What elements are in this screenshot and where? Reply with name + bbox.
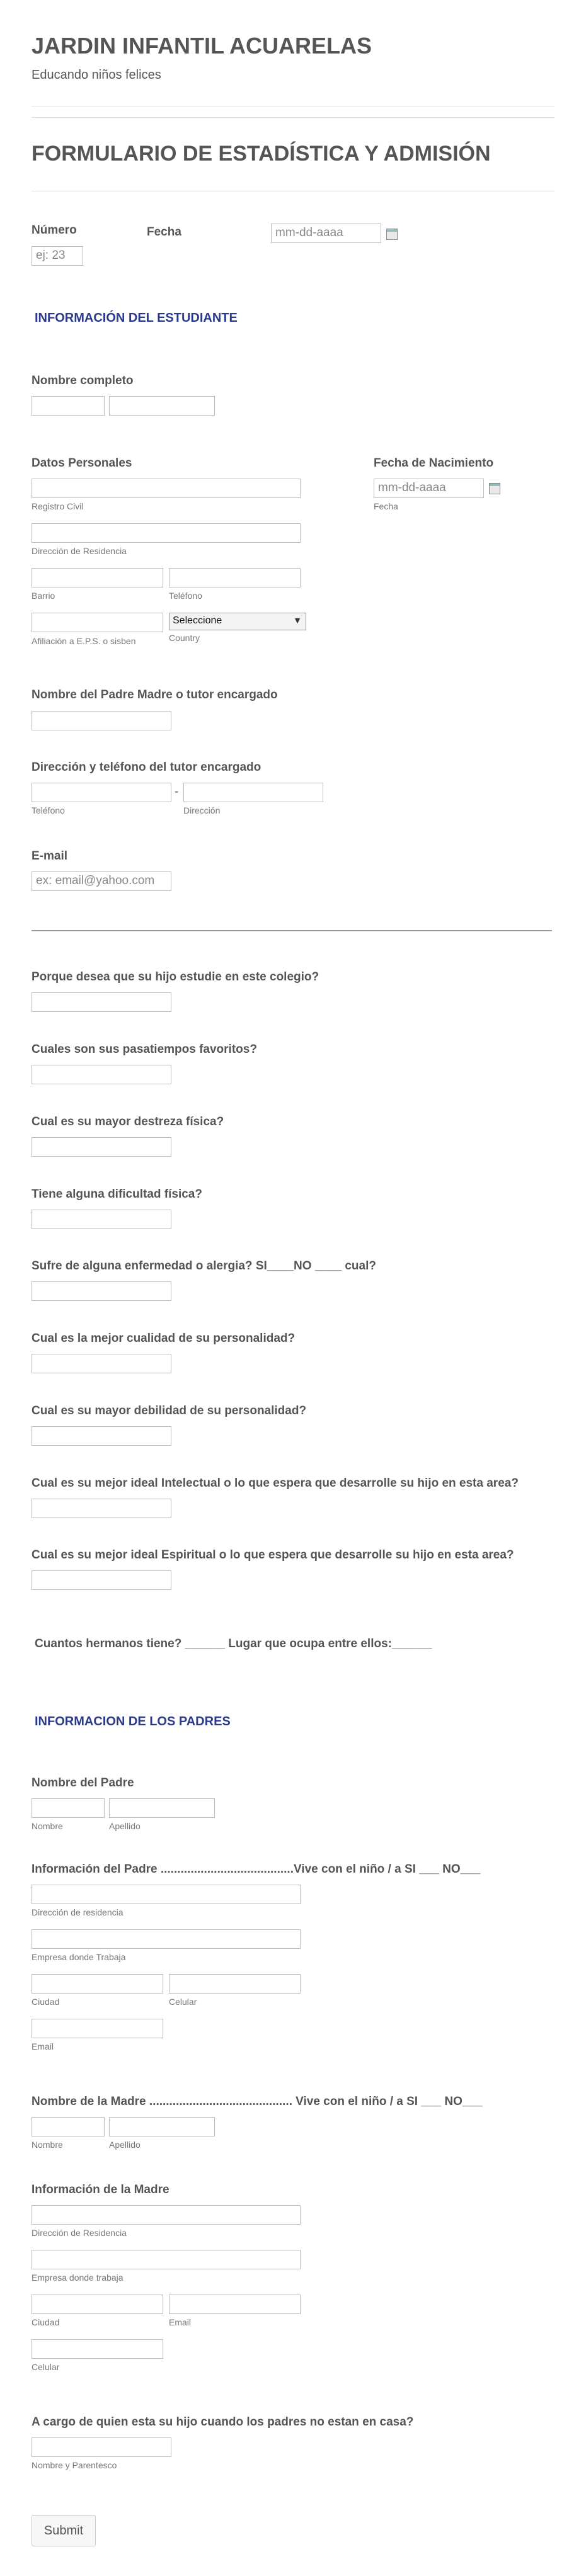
- padre-empresa-input[interactable]: [32, 1929, 301, 1949]
- question-input[interactable]: [32, 992, 171, 1012]
- registro-civil-input[interactable]: [32, 479, 301, 498]
- cuidado-label: A cargo de quien esta su hijo cuando los padres no estan en casa?: [32, 2415, 414, 2429]
- madre-celular-sublabel: Celular: [32, 2362, 60, 2372]
- telefono-sublabel: Teléfono: [169, 591, 202, 601]
- question-input[interactable]: [32, 1354, 171, 1373]
- madre-direccion-sublabel: Dirección de Residencia: [32, 2228, 127, 2238]
- padre-celular-sublabel: Celular: [169, 1997, 197, 2007]
- telefono-input[interactable]: [169, 568, 301, 587]
- padre-direccion-sublabel: Dirección de residencia: [32, 1907, 124, 1917]
- numero-input[interactable]: ej: 23: [32, 246, 83, 266]
- tutor-telefono-input[interactable]: [32, 783, 171, 802]
- question-input[interactable]: [32, 1210, 171, 1229]
- question-label: Tiene alguna dificultad física?: [32, 1188, 202, 1201]
- email-input[interactable]: ex: email@yahoo.com: [32, 871, 171, 891]
- registro-civil-sublabel: Registro Civil: [32, 501, 84, 511]
- tutor-label: Nombre del Padre Madre o tutor encargado: [32, 688, 278, 701]
- fecha-nacimiento-input[interactable]: mm-dd-aaaa: [374, 479, 484, 498]
- fecha-nacimiento-label: Fecha de Nacimiento: [374, 457, 494, 470]
- barrio-input[interactable]: [32, 568, 163, 587]
- hermanos-text: Cuantos hermanos tiene? ______ Lugar que ocupa entre ellos:______: [35, 1637, 432, 1650]
- eps-sublabel: Afiliación a E.P.S. o sisben: [32, 636, 136, 646]
- email-label: E-mail: [32, 849, 68, 863]
- apellido-input[interactable]: [109, 396, 215, 416]
- padre-nombre-sublabel: Nombre: [32, 1821, 63, 1831]
- padre-nombre-input[interactable]: [32, 1798, 105, 1818]
- tutor-contacto-label: Dirección y teléfono del tutor encargado: [32, 761, 261, 774]
- submit-button[interactable]: Submit: [32, 2515, 96, 2546]
- fecha-input[interactable]: mm-dd-aaaa: [271, 224, 381, 243]
- question-label: Cual es su mejor ideal Intelectual o lo que espera que desarrolle su hijo en esta area?: [32, 1477, 519, 1490]
- tutor-direccion-input[interactable]: [183, 783, 323, 802]
- cuidado-input[interactable]: [32, 2437, 171, 2457]
- padre-apellido-sublabel: Apellido: [109, 1821, 141, 1831]
- nombre-input[interactable]: [32, 396, 105, 416]
- question-input[interactable]: [32, 1570, 171, 1590]
- question-input[interactable]: [32, 1499, 171, 1518]
- madre-ciudad-input[interactable]: [32, 2295, 163, 2314]
- question-input[interactable]: [32, 1065, 171, 1084]
- fecha-label: Fecha: [147, 225, 181, 239]
- madre-empresa-input[interactable]: [32, 2250, 301, 2269]
- padre-apellido-input[interactable]: [109, 1798, 215, 1818]
- question-label: Sufre de alguna enfermedad o alergia? SI____NO ____ cual?: [32, 1259, 376, 1273]
- madre-apellido-input[interactable]: [109, 2117, 215, 2136]
- padre-ciudad-sublabel: Ciudad: [32, 1997, 60, 2007]
- question-input[interactable]: [32, 1426, 171, 1446]
- chevron-down-icon: ▼: [293, 615, 302, 625]
- direccion-residencia-input[interactable]: [32, 523, 301, 543]
- madre-empresa-sublabel: Empresa donde trabaja: [32, 2272, 124, 2283]
- question-label: Cual es la mejor cualidad de su personalidad?: [32, 1332, 296, 1345]
- divider: [32, 930, 552, 931]
- nombre-completo-label: Nombre completo: [32, 374, 134, 387]
- madre-email-input[interactable]: [169, 2295, 301, 2314]
- form-title: FORMULARIO DE ESTADÍSTICA Y ADMISIÓN: [32, 142, 491, 166]
- separator: -: [175, 785, 179, 798]
- padre-email-input[interactable]: [32, 2019, 163, 2038]
- school-title: JARDIN INFANTIL ACUARELAS: [32, 33, 372, 59]
- country-select-value: Seleccione: [173, 615, 222, 626]
- divider: [32, 117, 554, 118]
- question-label: Cual es su mejor ideal Espiritual o lo que espera que desarrolle su hijo en esta area?: [32, 1548, 514, 1562]
- datos-personales-label: Datos Personales: [32, 457, 132, 470]
- direccion-residencia-sublabel: Dirección de Residencia: [32, 546, 127, 556]
- tutor-telefono-sublabel: Teléfono: [32, 805, 65, 815]
- question-label: Cual es su mayor destreza física?: [32, 1115, 224, 1128]
- padre-ciudad-input[interactable]: [32, 1974, 163, 1994]
- fecha-nacimiento-sublabel: Fecha: [374, 501, 398, 511]
- country-select[interactable]: [169, 613, 306, 630]
- padre-celular-input[interactable]: [169, 1974, 301, 1994]
- tutor-input[interactable]: [32, 711, 171, 730]
- madre-nombre-sublabel: Nombre: [32, 2140, 63, 2150]
- calendar-icon[interactable]: [489, 483, 500, 494]
- madre-nombre-input[interactable]: [32, 2117, 105, 2136]
- question-label: Porque desea que su hijo estudie en este colegio?: [32, 970, 319, 984]
- section-parents-heading: INFORMACION DE LOS PADRES: [35, 1715, 231, 1728]
- madre-celular-input[interactable]: [32, 2339, 163, 2359]
- padre-empresa-sublabel: Empresa donde Trabaja: [32, 1952, 126, 1962]
- question-input[interactable]: [32, 1281, 171, 1301]
- question-input[interactable]: [32, 1137, 171, 1157]
- madre-direccion-input[interactable]: [32, 2205, 301, 2225]
- madre-apellido-sublabel: Apellido: [109, 2140, 141, 2150]
- question-label: Cuales son sus pasatiempos favoritos?: [32, 1043, 257, 1056]
- calendar-icon[interactable]: [386, 229, 398, 240]
- numero-label: Número: [32, 224, 77, 237]
- madre-info-label: Información de la Madre: [32, 2183, 169, 2196]
- padre-nombre-label: Nombre del Padre: [32, 1776, 134, 1790]
- madre-nombre-label: Nombre de la Madre ........................................... Vive con el niño / a SI ___ NO___: [32, 2095, 483, 2108]
- madre-email-sublabel: Email: [169, 2317, 192, 2327]
- school-subtitle: Educando niños felices: [32, 68, 161, 82]
- cuidado-sublabel: Nombre y Parentesco: [32, 2460, 117, 2470]
- tutor-direccion-sublabel: Dirección: [183, 805, 221, 815]
- country-sublabel: Country: [169, 633, 200, 643]
- eps-input[interactable]: [32, 613, 163, 632]
- padre-email-sublabel: Email: [32, 2041, 54, 2051]
- question-label: Cual es su mayor debilidad de su personalidad?: [32, 1404, 307, 1417]
- barrio-sublabel: Barrio: [32, 591, 55, 601]
- section-student-heading: INFORMACIÓN DEL ESTUDIANTE: [35, 311, 238, 325]
- padre-direccion-input[interactable]: [32, 1885, 301, 1904]
- madre-ciudad-sublabel: Ciudad: [32, 2317, 60, 2327]
- padre-info-label: Información del Padre ........................................Vive con el niño / a SI ___ NO___: [32, 1863, 481, 1876]
